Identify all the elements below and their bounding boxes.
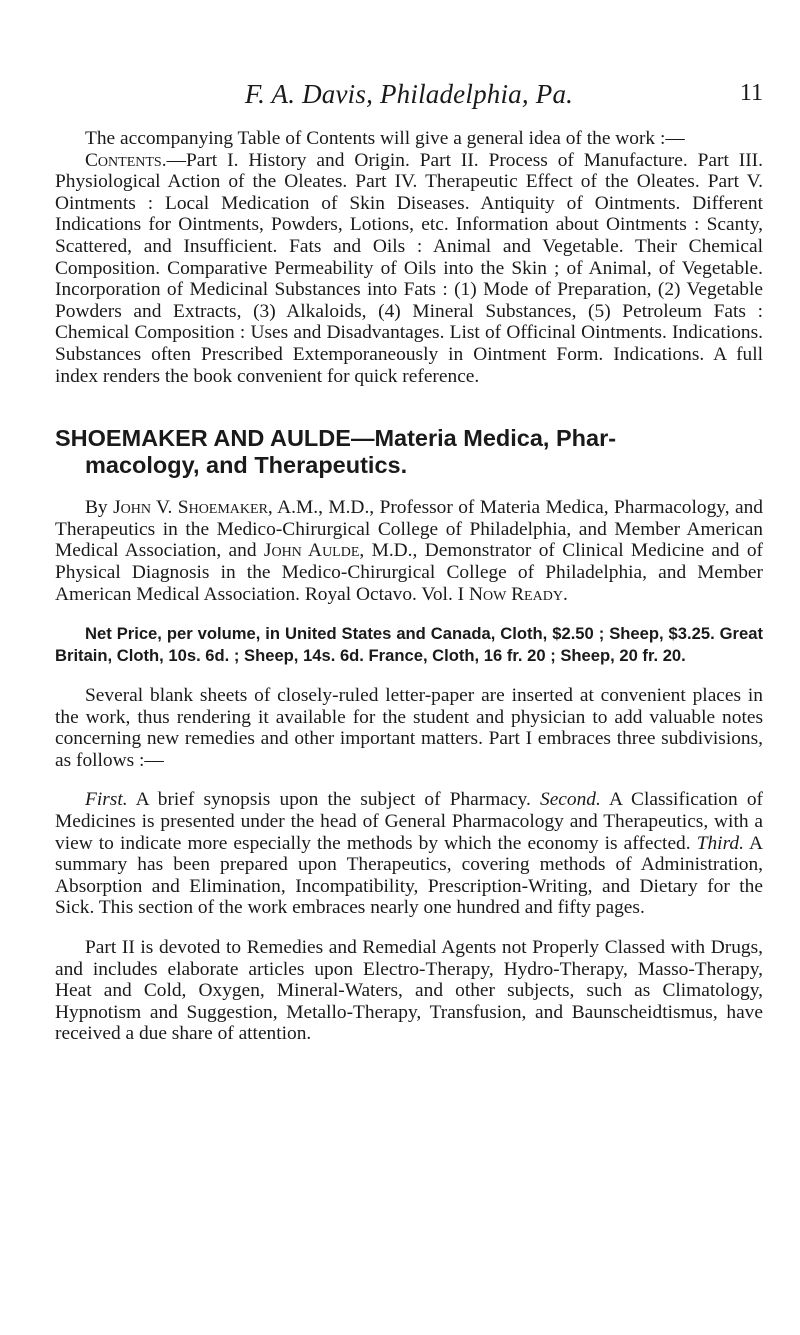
section-heading-main: SHOEMAKER AND AULDE [55, 425, 351, 452]
description-paragraph-3: Part II is devoted to Remedies and Remedial Agents not Properly Classed with Drugs, and includes elaborate articles upon Electro-Therapy, Hydro-Therapy, Masso-Therapy, Heat and Cold, Oxygen, Mineral-Waters, and other subjects, such as Climatology, Hypnotism and Suggestion, Metallo-Therapy, Transfusion, and Baunscheidtismus, have received a due share of attention. [55, 937, 763, 1045]
description-paragraph-2 [55, 789, 763, 919]
contents-label: Contents. [85, 149, 167, 171]
running-title: F. A. Davis, Philadelphia, Pa. [244, 79, 574, 109]
author-1-description: , A.M., M.D., Professor of Materia Medica, Pharmacology, and Therapeutics in the Medico-Chirurgical College of Philadelphia, and Member American Medical Association, and [55, 497, 763, 562]
third-label: Third. [696, 832, 744, 854]
byline-prefix: By [85, 497, 114, 519]
section-heading-rest: —Materia Medica, Phar- [350, 425, 617, 452]
page-number: 11 [739, 80, 763, 106]
intro-line: The accompanying Table of Contents will give a general idea of the work :— [85, 128, 685, 149]
third-text: A summary has been prepared upon Therapeutics, covering methods of Administration, Absorption and Elimination, Incompatibility, Prescription-Writing, and Dietary for the Sick. This section of the work embraces nearly one hundred and fifty pages. [55, 832, 763, 919]
author-2-name: John Aulde [263, 540, 360, 562]
second-text: A Classification of Medicines is presented under the head of General Pharmacology and Therapeutics, with a view to indicate more especially the methods by which the economy is affected. [55, 789, 763, 854]
section-heading-line2: macology, and Therapeutics. [85, 452, 408, 479]
book-page [55, 0, 763, 1335]
contents-paragraph [55, 150, 763, 388]
first-text: A brief synopsis upon the subject of Pharmacy. [127, 789, 540, 811]
author-2-description: , M.D., Demonstrator of Clinical Medicine and of Physical Diagnosis in the Medico-Chirurgical College of Philadelphia, and Member American Medical Association. Royal Octavo. Vol. I [55, 540, 763, 605]
first-label: First. [85, 789, 128, 811]
price-paragraph: Net Price, per volume, in United States and Canada, Cloth, $2.50 ; Sheep, $3.25. Great Britain, Cloth, 10s. 6d. ; Sheep, 14s. 6d. France, Cloth, 16 fr. 20 ; Sheep, 20 fr. 20. [55, 624, 763, 666]
byline-paragraph [55, 497, 763, 605]
author-1-name: John V. Shoemaker [113, 497, 268, 519]
contents-text: —Part I. History and Origin. Part II. Process of Manufacture. Part III. Physiological Action of the Oleates. Part IV. Therapeutic Effect of the Oleates. Part V. Ointments : Local Medication of Skin Diseases. Antiquity of Ointments. Different Indications for Ointments, Powders, Lotions, etc. Information about Ointments : Scanty, Scattered, and Insufficient. Fats and Oils : Animal and Vegetable. Their Chemical Composition. Comparative Permeability of Oils into the Skin ; of Animal, of Vegetable. Incorporation of Medicinal Substances into Fats : (1) Mode of Preparation, (2) Vegetable Powders and Extracts, (3) Alkaloids, (4) Mineral Substances, (5) Petroleum Fats : Chemical Composition : Uses and Disadvantages. List of Officinal Ointments. Indications. Substances often Prescribed Extemporaneously in Ointment Form. Indications. A full index renders the book convenient for quick reference. [55, 149, 763, 387]
availability-status: Now Ready. [468, 583, 568, 605]
description-paragraph-1: Several blank sheets of closely-ruled letter-paper are inserted at convenient places in the work, thus rendering it available for the student and physician to add valuable notes concerning new remedies and other important matters. Part I embraces three subdivisions, as follows :— [55, 685, 763, 771]
section-heading [55, 425, 763, 479]
second-label: Second. [540, 789, 601, 811]
page-body [55, 128, 763, 1045]
running-header [55, 0, 763, 109]
